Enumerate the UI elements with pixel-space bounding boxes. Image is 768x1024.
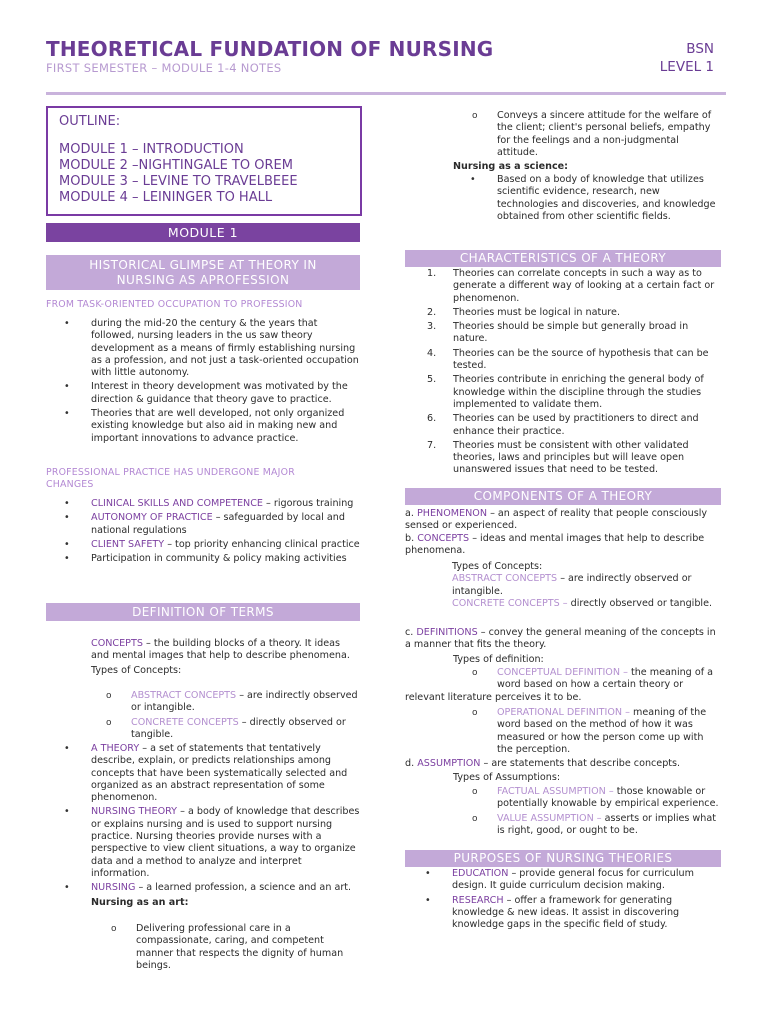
subheading-line: CHANGES xyxy=(46,479,94,490)
list-item xyxy=(497,813,721,838)
term: PHENOMENON xyxy=(416,508,488,519)
paragraph xyxy=(452,598,721,610)
definition-text: – offer a framework for generating knowledge & new ideas. It assist in discovering knowledge gaps in the specific field of study. xyxy=(452,894,680,931)
paragraph xyxy=(405,533,721,558)
list-item xyxy=(427,439,721,477)
definition-text: the meaning of a word based on how a certain theory or xyxy=(497,667,714,691)
section-subheading xyxy=(46,467,295,491)
task-oriented-bullets xyxy=(91,318,361,447)
paragraph xyxy=(405,508,721,533)
concepts-paragraph xyxy=(91,638,361,663)
term: CONCEPTUAL DEFINITION – xyxy=(497,667,628,678)
term: CONCRETE CONCEPTS – xyxy=(452,597,568,609)
term: EDUCATION xyxy=(452,868,509,879)
definition-types-label: Types of definition: xyxy=(453,654,544,665)
nursing-art-list xyxy=(136,923,360,972)
list-item xyxy=(427,374,721,411)
term: CONCRETE CONCEPTS xyxy=(131,716,239,728)
concepts-definition xyxy=(91,638,361,677)
definition-text: – a body of knowledge that describes or explains nursing and is used to support nursing practice. Nursing theories provide nurses with a perspective to view client situations, a way to organize data and a method to analyze and interpret information. xyxy=(91,806,360,879)
list-item xyxy=(427,268,721,305)
nursing-science-list xyxy=(497,174,721,223)
purposes-list xyxy=(452,868,721,933)
outline-item: MODULE 1 – INTRODUCTION xyxy=(59,142,244,157)
list-item xyxy=(91,512,361,537)
nursing-art-label: Nursing as an art: xyxy=(91,896,189,908)
definition-of-terms-banner: DEFINITION OF TERMS xyxy=(46,603,360,621)
item-text: Theories can correlate concepts in such a way as to generate a different way of looking at a certain fact or phenomenon. xyxy=(453,268,715,304)
outline-item: MODULE 3 – LEVINE TO TRAVELBEEE xyxy=(59,174,298,189)
list-item xyxy=(452,895,721,932)
item-number: 2. xyxy=(427,306,437,318)
outline-title: OUTLINE: xyxy=(59,114,121,129)
list-item xyxy=(91,553,361,565)
term: CONCEPTS xyxy=(417,532,470,544)
item-letter: c. xyxy=(405,627,417,638)
definition-text: directly observed or tangible. xyxy=(567,597,713,609)
paragraph xyxy=(405,627,721,652)
term: ABSTRACT CONCEPTS xyxy=(131,690,237,701)
definition-text: – a learned profession, a science and an art. xyxy=(135,882,352,894)
term: CLINICAL SKILLS AND COMPETENCE xyxy=(91,498,263,509)
list-item xyxy=(91,539,361,551)
term: A THEORY xyxy=(91,743,140,754)
term: CONCEPTS xyxy=(91,638,143,649)
list-item xyxy=(131,690,359,715)
item-text: Theories contribute in enriching the general body of knowledge within the discipline through the studies implemented to validate them. xyxy=(453,374,704,410)
item-letter: a. xyxy=(405,508,417,519)
item-number: 4. xyxy=(427,347,437,359)
components-banner: COMPONENTS OF A THEORY xyxy=(405,488,721,505)
course-label: BSN xyxy=(686,41,714,57)
paragraph xyxy=(452,573,721,598)
list-item: • Based on a body of knowledge that utilizes scientific evidence, research, new technologies and discoveries, and knowledge obtained from other scientific fields. xyxy=(497,174,721,223)
definition-text: Participation in community & policy making activities xyxy=(91,553,347,565)
item-text: Theories must be consistent with other validated theories, laws and principles but will leave open unanswered issues that need to be tested. xyxy=(453,439,689,476)
list-item: o Delivering professional care in a compassionate, caring, and competent manner that respects the dignity of human beings. xyxy=(136,923,360,972)
list-item xyxy=(91,806,361,880)
assumption-component xyxy=(405,758,721,770)
module-1-banner: MODULE 1 xyxy=(46,223,360,242)
term: CLIENT SAFETY xyxy=(91,538,165,550)
assumption-types-label: Types of Assumptions: xyxy=(453,772,561,783)
characteristics-list xyxy=(427,268,721,479)
list-item xyxy=(427,347,721,373)
item-text: Theories must be logical in nature. xyxy=(453,306,620,318)
term: NURSING THEORY xyxy=(91,806,178,818)
term: OPERATIONAL DEFINITION – xyxy=(497,707,630,718)
list-item xyxy=(427,306,721,319)
science-label: Nursing as a science: xyxy=(453,161,569,172)
concept-types-list xyxy=(131,690,359,743)
list-item: • Theories that are well developed, not only organized existing knowledge but also aid in making new and important innovations to advance practice. xyxy=(91,408,361,445)
phenomenon-definition xyxy=(405,508,721,557)
definition-text: – safeguarded by local and national regulations xyxy=(91,512,345,536)
item-letter: b. xyxy=(405,532,418,544)
definition-text: meaning of the word based on the method of how it was measured or how the person come up with the perception. xyxy=(497,707,707,755)
definition-text: – a set of statements that tentatively describe, explain, or predicts relationships among concepts that have been systematically selected and organized as an abstract representation of some phenomenon. xyxy=(91,743,348,804)
definition-text: – the building blocks of a theory. It ideas and mental images that help to describe phenomena. xyxy=(91,638,350,662)
outline-item: MODULE 4 – LEININGER TO HALL xyxy=(59,190,273,205)
item-number: 7. xyxy=(427,439,437,451)
outline-item: MODULE 2 –NIGHTINGALE TO OREM xyxy=(59,158,293,173)
definition-text: – rigorous training xyxy=(263,498,354,509)
definition-text: – convey the general meaning of the concepts in a manner that fits the theory. xyxy=(405,627,716,651)
characteristics-banner: CHARACTERISTICS OF A THEORY xyxy=(405,250,721,267)
definition-text: those knowable or potentially knowable by empirical experience. xyxy=(497,786,719,810)
item-text: Theories should be simple but generally broad in nature. xyxy=(453,321,689,345)
item-number: 6. xyxy=(427,413,437,425)
definition-text: – provide general focus for curriculum design. It guide curriculum decision making. xyxy=(452,868,694,892)
terms-list xyxy=(91,743,361,909)
practice-changes-bullets xyxy=(91,498,361,567)
list-item xyxy=(497,786,721,811)
term: AUTONOMY OF PRACTICE xyxy=(91,512,213,524)
item-number: 1. xyxy=(427,268,437,279)
item-letter: d. xyxy=(405,758,418,769)
definition-text: – are indirectly observed or intangible. xyxy=(131,690,358,714)
term: FACTUAL ASSUMPTION – xyxy=(497,786,614,797)
definition-text: – directly observed or tangible. xyxy=(131,716,346,740)
level-label xyxy=(660,40,714,76)
item-number: 3. xyxy=(427,321,437,333)
term: ABSTRACT CONCEPTS xyxy=(452,573,558,585)
item-number: 5. xyxy=(427,374,437,386)
outline-box xyxy=(46,106,362,216)
conceptual-definition xyxy=(497,667,721,692)
definition-text: – an aspect of reality that people consciously sensed or experienced. xyxy=(405,508,708,532)
term: RESEARCH xyxy=(452,894,504,906)
types-label: Types of Concepts: xyxy=(91,664,182,676)
header-divider xyxy=(46,92,726,95)
assumption-types-list xyxy=(497,786,721,839)
list-item xyxy=(91,743,361,804)
term: VALUE ASSUMPTION – xyxy=(497,812,602,824)
definition-text: – ideas and mental images that help to describe phenomena. xyxy=(405,532,705,556)
list-item xyxy=(427,321,721,346)
item-text: Theories can be used by practitioners to direct and enhance their practice. xyxy=(453,413,699,437)
definition-text: asserts or implies what is right, good, or ought to be. xyxy=(497,812,717,836)
list-item xyxy=(497,667,721,692)
term: ASSUMPTION xyxy=(417,758,481,769)
component-concept-types xyxy=(452,561,721,610)
definitions-component xyxy=(405,627,721,652)
list-item: o Conveys a sincere attitude for the welfare of the client; client's personal beliefs, empathy for the feelings and a non-judgmental attitude. xyxy=(497,110,721,159)
list-item xyxy=(497,707,721,756)
nursing-art-list-cont xyxy=(497,110,721,159)
conceptual-definition-cont: relevant literature perceives it to be. xyxy=(405,692,582,703)
term: NURSING xyxy=(91,882,136,894)
definition-text: – top priority enhancing clinical practice xyxy=(164,538,360,550)
historical-glimpse-banner xyxy=(46,255,360,290)
list-item: • Interest in theory development was motivated by the direction & guidance that theory gave to practice. xyxy=(91,381,361,406)
purposes-banner: PURPOSES OF NURSING THEORIES xyxy=(405,850,721,867)
term: DEFINITIONS xyxy=(416,627,478,638)
operational-definition xyxy=(497,707,721,756)
list-item xyxy=(427,413,721,438)
item-text: Theories can be the source of hypothesis that can be tested. xyxy=(453,347,709,372)
banner-line: NURSING AS APROFESSION xyxy=(116,273,290,287)
list-item xyxy=(131,717,359,742)
document-title: THEORETICAL FUNDATION OF NURSING xyxy=(46,37,494,61)
list-item: • during the mid-20 the century & the years that followed, nursing leaders in the us saw theory development as a means of firmly establishing nursing as a profession, and not just a task-oriented occupation with little autonomy. xyxy=(91,318,361,379)
list-item xyxy=(91,498,361,510)
subheading-line: PROFESSIONAL PRACTICE HAS UNDERGONE MAJOR xyxy=(46,467,295,478)
list-item xyxy=(91,882,361,894)
types-label: Types of Concepts: xyxy=(452,561,543,572)
level-text: LEVEL 1 xyxy=(659,59,714,75)
banner-line: HISTORICAL GLIMPSE AT THEORY IN xyxy=(89,258,317,272)
nursing-science-label xyxy=(453,161,721,173)
definition-text: – are indirectly observed or intangible. xyxy=(452,573,692,597)
document-subtitle: FIRST SEMESTER – MODULE 1-4 NOTES xyxy=(46,61,282,75)
definition-text: – are statements that describe concepts. xyxy=(480,758,681,769)
list-item xyxy=(452,868,721,893)
paragraph xyxy=(405,758,721,770)
section-subheading: FROM TASK-ORIENTED OCCUPATION TO PROFESSION xyxy=(46,299,303,310)
